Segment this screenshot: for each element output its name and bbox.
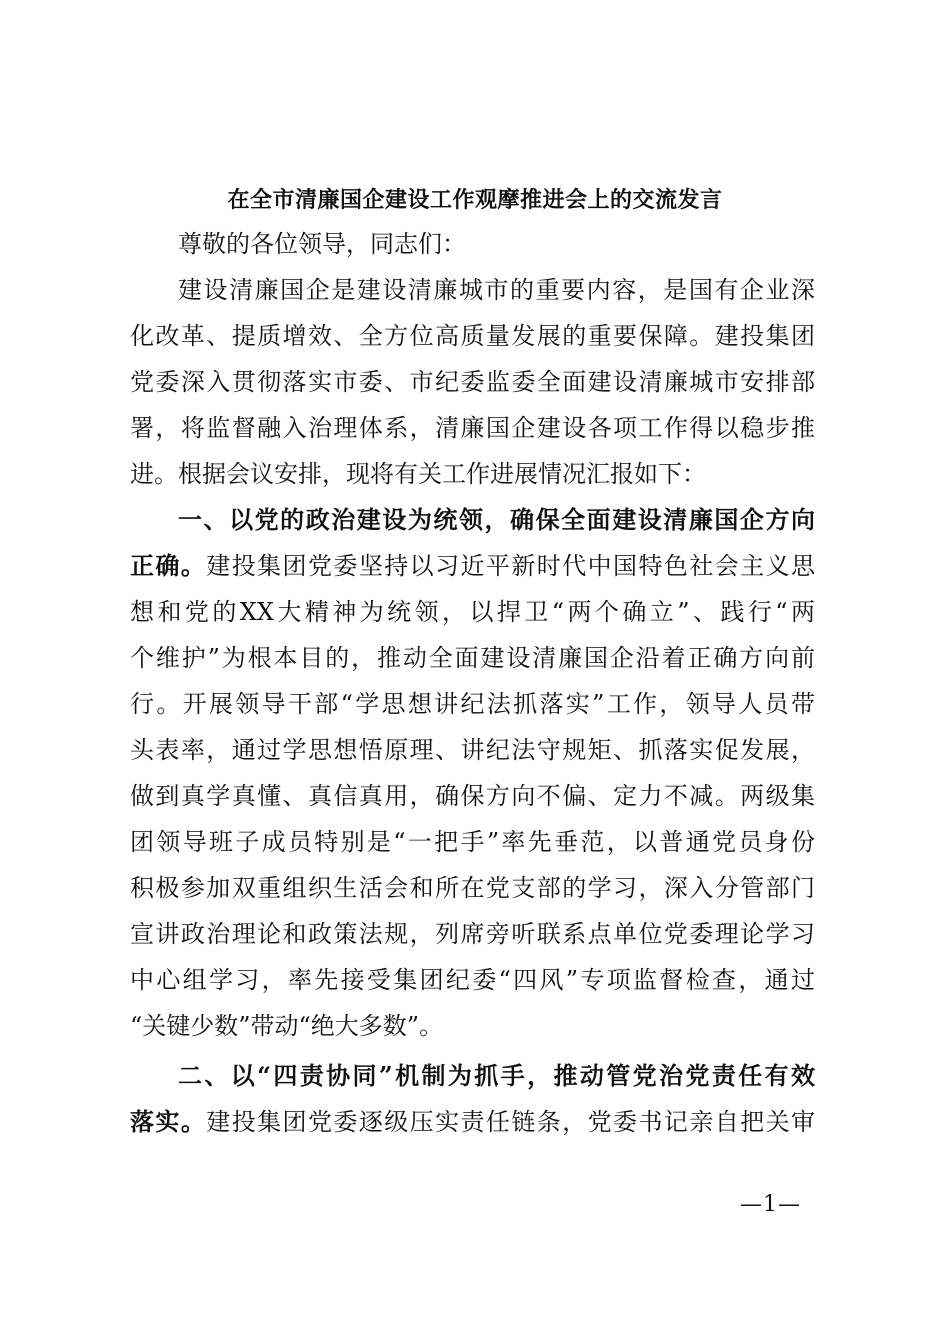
section-2-heading-end: 落实。: [130, 1107, 207, 1136]
section-1-heading: 一、以党的政治建设为统领，确保全面建设清廉国企方向: [178, 505, 815, 534]
document-body: [130, 221, 815, 1145]
document-title: 在全市清廉国企建设工作观摩推进会上的交流发言: [227, 187, 723, 213]
paragraph-line: 化改革、提质增效、全方位高质量发展的重要保障。建投集团: [130, 322, 815, 350]
paragraph-line: 个维护”为根本目的，推动全面建设清廉国企沿着正确方向前: [130, 644, 815, 672]
salutation: 尊敬的各位领导，同志们：: [178, 230, 466, 258]
paragraph-line: 积极参加双重组织生活会和所在党支部的学习，深入分管部门: [130, 874, 815, 902]
page-number: —1—: [740, 1192, 801, 1217]
section-2-heading: 二、以“四责协同”机制为抓手，推动管党治党责任有效: [178, 1061, 815, 1090]
paragraph-line: [130, 543, 815, 589]
paragraph-line: 党委深入贯彻落实市委、市纪委监委全面建设清廉城市安排部: [130, 368, 815, 396]
paragraph-line: 宣讲政治理论和政策法规，列席旁听联系点单位党委理论学习: [130, 920, 815, 948]
paragraph-line: “关键少数”带动“绝大多数”。: [130, 1012, 444, 1040]
paragraph-line: 建设清廉国企是建设清廉城市的重要内容，是国有企业深: [178, 276, 815, 304]
paragraph-line: 想和党的XX大精神为统领，以捍卫“两个确立”、践行“两: [130, 598, 815, 626]
paragraph-line: 头表率，通过学思想悟原理、讲纪法守规矩、抓落实促发展，: [130, 736, 815, 764]
paragraph-line: 团领导班子成员特别是“一把手”率先垂范，以普通党员身份: [130, 828, 815, 856]
section-1-heading-end: 正确。: [130, 551, 207, 580]
paragraph-line: 署，将监督融入治理体系，清廉国企建设各项工作得以稳步推: [130, 414, 815, 442]
paragraph-line: 中心组学习，率先接受集团纪委“四风”专项监督检查，通过: [130, 966, 815, 994]
paragraph-text: 建投集团党委坚持以习近平新时代中国特色社会主义思: [206, 552, 816, 580]
paragraph-line: [130, 1099, 815, 1145]
paragraph-line: 做到真学真懂、真信真用，确保方向不偏、定力不减。两级集: [130, 782, 815, 810]
paragraph-line: 进。根据会议安排，现将有关工作进展情况汇报如下：: [130, 460, 706, 488]
paragraph-line: 行。开展领导干部“学思想讲纪法抓落实”工作，领导人员带: [130, 690, 815, 718]
paragraph-text: 建投集团党委逐级压实责任链条，党委书记亲自把关审: [206, 1108, 816, 1136]
